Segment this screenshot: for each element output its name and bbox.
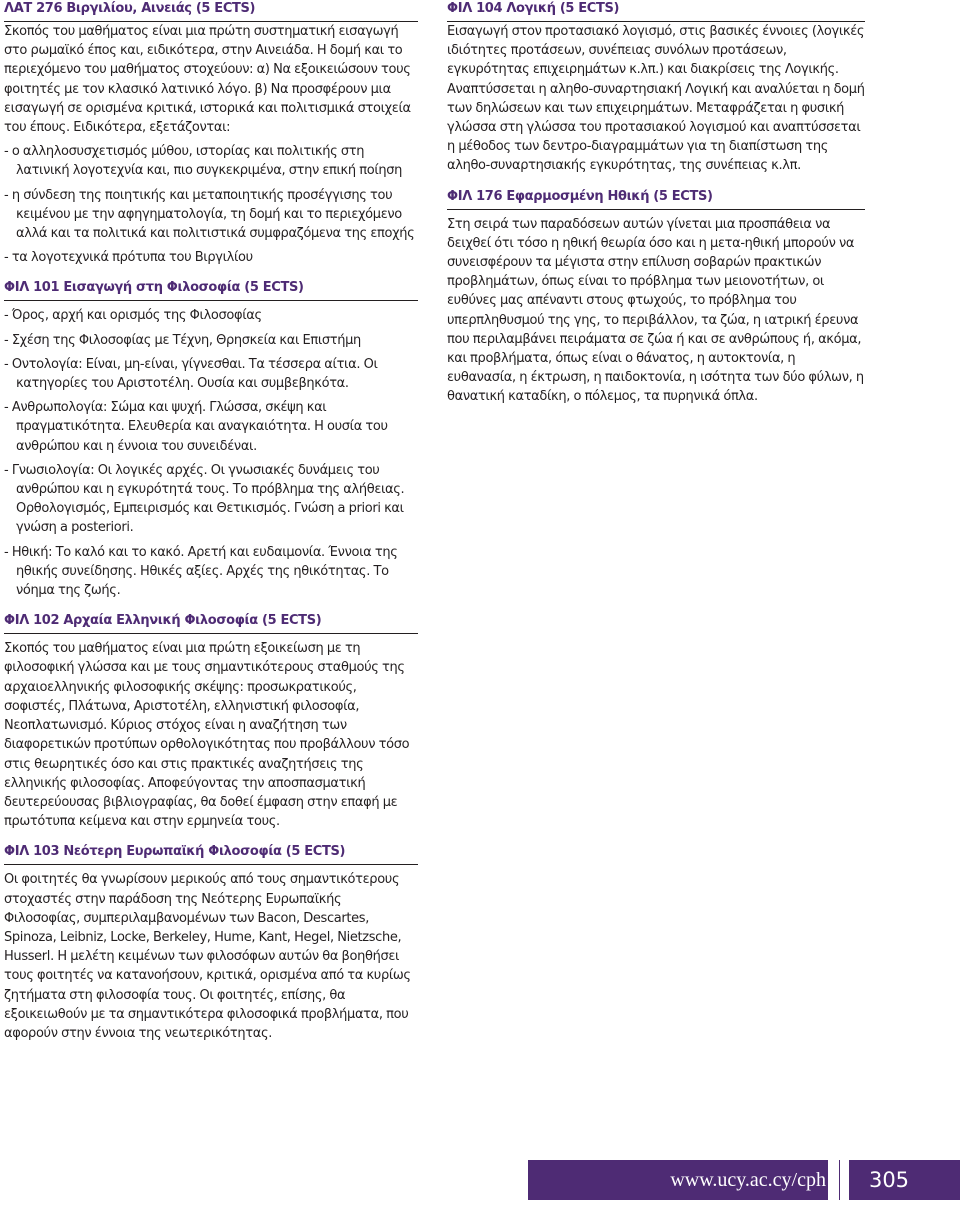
left-column [4, 0, 418, 1043]
lat276-item: - τα λογοτεχνικά πρότυπα του Βιργιλίου [4, 250, 253, 266]
section-heading-fil101: ΦΙΛ 101 Εισαγωγή στη Φιλοσοφία (5 ECTS) [4, 279, 418, 301]
section-heading-lat276: ΛΑΤ 276 Βιργιλίου, Αινειάς (5 ECTS) [4, 0, 418, 22]
lat276-intro: Σκοπός του μαθήματος είναι μια πρώτη συστηματική εισαγωγή στο ρωμαϊκό έπος και, ειδικότερα, στην Αινειάδα. Η δομή και το περιεχόμενο του μαθήματος στοχεύουν: α) Να εξοικειώσουν τους φοιτητές με τον κλασικό λατινικό λόγο. β) Να προσφέρουν μια εισαγωγή σε ορισμένα κριτικά, ιστορικά και πολιτισμικά στοιχεία του έπους. Ειδικότερα, εξετάζονται: [4, 24, 411, 136]
lat276-item: - η σύνδεση της ποιητικής και μεταποιητικής προσέγγισης του κειμένου με την αφηγηματολογία, τη δομή και το περιεχόμενο αλλά και τα πολιτικά και πολιτιστικά συμφραζόμενα της εποχής [4, 187, 415, 242]
fil101-item: - Ηθική: Το καλό και το κακό. Αρετή και ευδαιμονία. Έννοια της ηθικής συνείδησης. Ηθικές αξίες. Αρχές της ηθικότητας. Το νόημα της ζωής. [4, 544, 398, 599]
section-heading-fil176: ΦΙΛ 176 Εφαρμοσμένη Ηθική (5 ECTS) [447, 188, 865, 210]
fil101-item: - Όρος, αρχή και ορισμός της Φιλοσοφίας [4, 308, 262, 324]
page-number: 305 [868, 1168, 910, 1192]
fil101-item: - Ανθρωπολογία: Σώμα και ψυχή. Γλώσσα, σκέψη και πραγματικότητα. Ελευθερία και αναγκαιότητα. Η ουσία του ανθρώπου και η έννοια του συνειδέναι. [4, 400, 388, 454]
fil101-item: - Γνωσιολογία: Οι λογικές αρχές. Οι γνωσιακές δυνάμεις του ανθρώπου και η εγκυρότητά τους. Το πρόβλημα της αλήθειας. Ορθολογισμός, Εμπειρισμός και Θετικισμός. Γνώση a priori και γνώση a posteriori. [4, 462, 405, 536]
lat276-item: - ο αλληλοσυσχετισμός μύθου, ιστορίας και πολιτικής στη λατινική λογοτεχνία και, πιο συγκεκριμένα, στην επική ποίηση [4, 144, 403, 179]
right-column [447, 0, 865, 407]
footer-url-link[interactable]: www.ucy.ac.cy/cph [670, 1169, 826, 1191]
fil103-body: Οι φοιτητές θα γνωρίσουν μερικούς από τους σημαντικότερους στοχαστές στην παράδοση της Νεότερης Ευρωπαϊκής Φιλοσοφίας, συμπεριλαμβανομένων των Bacon, Descartes, Spinoza, Leibniz, Locke, Berkeley, Hume, Kant, Hegel, Nietzsche, Husserl. Η μελέτη κειμένων των φιλοσόφων αυτών θα βοηθήσει τους φοιτητές να κατανοήσουν, κριτικά, ορισμένα από τα κυρίως ζητήματα στη φιλοσοφία τους. Οι φοιτητές, επίσης, θα εξοικειωθούν με τα σημαντικότερα φιλοσοφικά προβλήματα, που αφορούν στην έννοια της νεωτερικότητας. [4, 872, 411, 1041]
fil102-body: Σκοπός του μαθήματος είναι μια πρώτη εξοικείωση με τη φιλοσοφική γλώσσα και με τους σημαντικότερους σταθμούς της αρχαιοελληνικής φιλοσοφικής σκέψης: προσωκρατικούς, σοφιστές, Πλάτωνα, Αριστοτέλη, ελληνιστική φιλοσοφία, Νεοπλατωνισμό. Κύριος στόχος είναι η αναζήτηση των διαφορετικών προτύπων ορθολογικότητας που προβάλλουν τόσο στις θεωρητικές όσο και στις πρακτικές αναζητήσεις της ελληνικής φιλοσοφίας. Αποφεύγοντας την αποσπασματική δευτερεύουσας βιβλιογραφίας, θα δοθεί έμφαση στην επαφή με πρωτότυπα κείμενα και στην ερμηνεία τους. [4, 641, 410, 830]
fil101-item: - Σχέση της Φιλοσοφίας με Τέχνη, Θρησκεία και Επιστήμη [4, 332, 361, 348]
section-heading-fil103: ΦΙΛ 103 Νεότερη Ευρωπαϊκή Φιλοσοφία (5 ECTS) [4, 843, 418, 865]
fil101-item: - Οντολογία: Είναι, μη-είναι, γίγνεσθαι. Τα τέσσερα αίτια. Οι κατηγορίες του Αριστοτέλη. Ουσία και συμβεβηκότα. [4, 356, 378, 392]
fil176-body: Στη σειρά των παραδόσεων αυτών γίνεται μια προσπάθεια να δειχθεί ότι τόσο η ηθική θεωρία όσο και η μετα-ηθική μπορούν να συνεισφέρουν τα μέγιστα στην επίλυση σοβαρών πρακτικών προβλημάτων, όπως είναι το πρόβλημα των μειονοτήτων, οι ευθύνες μας απέναντι στους φτωχούς, το πρόβλημα του υπερπληθυσμού της γης, το περιβάλλον, τα ζώα, η ιατρική έρευνα που περιλαμβάνει πειράματα σε ζώα ή και σε ανθρώπους ή, ακόμα, και προβλήματα, όπως είναι ο θάνατος, η αυτοκτονία, η ευθανασία, η έκτρωση, η παιδοκτονία, η ισότητα των δύο φύλων, η θανατική καταδίκη, ο πόλεμος, τα πυρηνικά όπλα. [447, 216, 864, 405]
section-heading-fil102: ΦΙΛ 102 Αρχαία Ελληνική Φιλοσοφία (5 ECTS) [4, 612, 418, 634]
fil104-body: Εισαγωγή στον προτασιακό λογισμό, στις βασικές έννοιες (λογικές ιδιότητες προτάσεων, συνέπειας συνόλων προτάσεων, εγκυρότητας επιχειρημάτων κ.λπ.) και διακρίσεις της Λογικής. Αναπτύσσεται η αληθο-συναρτησιακή Λογική και αναλύεται η δομή των δηλώσεων και των επιχειρημάτων. Μεταφράζεται η φυσική γλώσσα στη γλώσσα του προτασιακού λογισμού και αναπτύσσεται η μέθοδος των δεντρο-διαγραμμάτων για τη διαπίστωση της αληθο-συναρτησιακής εγκυρότητας, της συνέπειας κ.λπ. [447, 24, 865, 174]
footer-divider [839, 1160, 840, 1200]
section-heading-fil104: ΦΙΛ 104 Λογική (5 ECTS) [447, 0, 865, 22]
